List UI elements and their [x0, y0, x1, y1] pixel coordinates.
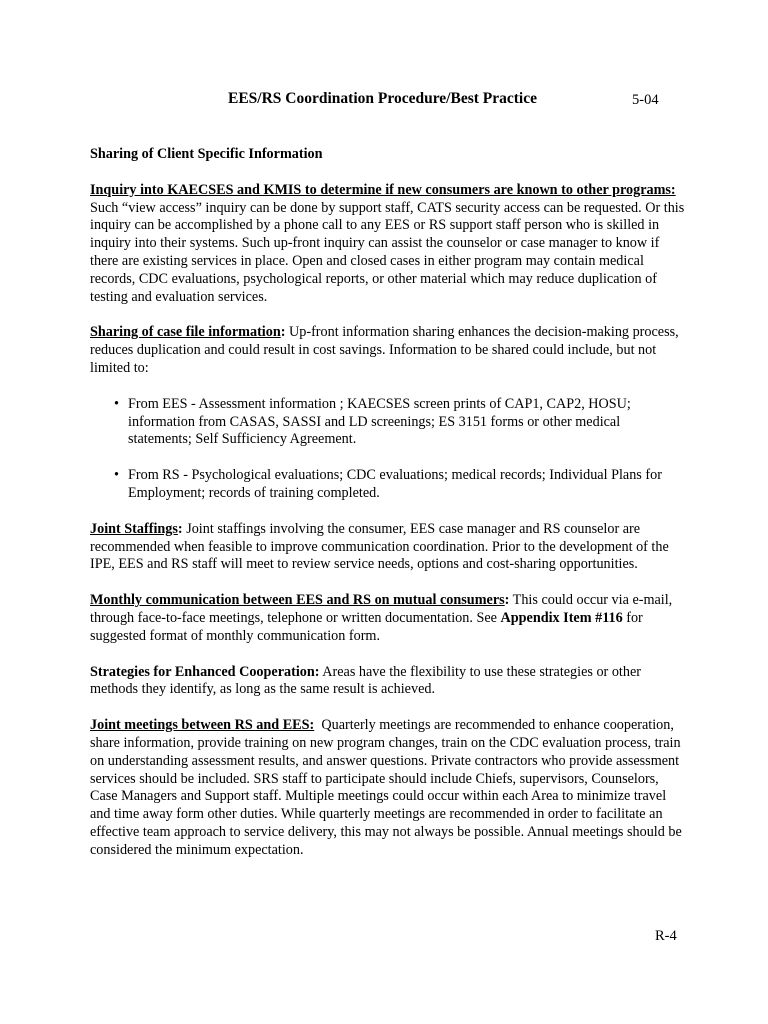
- text-inquiry: Such “view access” inquiry can be done by support staff, CATS security access can be requested. Or this inquiry can be accomplished by a phone call to any EES or RS support staff person who is skilled in inquiry into their systems. Such up-front inquiry can assist the counselor or case manager to know if there are existing services in place. Open and closed cases in either program may contain medical records, CDC evaluations, psychological reports, or other material which may reduce duplication of testing and evaluation services.: [90, 199, 685, 305]
- text-monthly-after: for suggested format of monthly communication form.: [90, 609, 643, 644]
- appendix-reference: Appendix Item #116: [500, 609, 623, 626]
- page-number: R-4: [655, 928, 677, 944]
- document-date: 5-04: [632, 92, 659, 108]
- paragraph-joint-staffings: [90, 521, 686, 574]
- paragraph-monthly: [90, 592, 686, 645]
- text-strategies: Areas have the flexibility to use these strategies or other methods they identify, as long as the same result is achieved.: [90, 663, 641, 698]
- text-case-file: Up-front information sharing enhances the decision-making process, reduces duplication and could result in cost savings. Information to be shared could include, but not limited to:: [90, 324, 679, 376]
- paragraph-case-file: [90, 324, 686, 377]
- heading-strategies: Strategies for Enhanced Cooperation:: [90, 663, 320, 680]
- bullet-icon: •: [114, 467, 119, 484]
- bullet-icon: •: [114, 395, 119, 412]
- list-item-text: From EES - Assessment information ; KAECSES screen prints of CAP1, CAP2, HOSU; information from CASAS, SASSI and LD screenings; ES 3151 forms or other medical statements; Self Sufficiency Agreement.: [128, 395, 631, 448]
- document-body: [90, 146, 686, 878]
- heading-joint-staffings-colon: :: [177, 520, 183, 537]
- heading-case-file-colon: :: [280, 324, 286, 341]
- heading-joint-meetings: Joint meetings between RS and EES:: [90, 717, 315, 734]
- heading-joint-staffings: Joint Staffings: [90, 520, 178, 537]
- text-monthly-before: This could occur via e-mail, through face-to-face meetings, telephone or written documentation. See: [90, 592, 673, 626]
- text-joint-staffings: Joint staffings involving the consumer, EES case manager and RS counselor are recommended when feasible to improve communication coordination. Prior to the development of the IPE, EES and RS staff will meet to review service needs, options and cost-sharing opportunities.: [90, 520, 669, 573]
- paragraph-inquiry: [90, 182, 686, 307]
- list-item: [90, 467, 686, 503]
- section-title: Sharing of Client Specific Information: [90, 146, 323, 162]
- heading-monthly: Monthly communication between EES and RS on mutual consumers: [90, 592, 505, 609]
- heading-case-file: Sharing of case file information: [90, 324, 281, 341]
- document-title: EES/RS Coordination Procedure/Best Practice: [228, 90, 537, 107]
- list-item-text: From RS - Psychological evaluations; CDC evaluations; medical records; Individual Plans for Employment; records of training completed.: [128, 467, 662, 501]
- info-bullet-list: [90, 396, 686, 503]
- text-joint-meetings: Quarterly meetings are recommended to enhance cooperation, share information, provide training on new program changes, train on the CDC evaluation process, train on understanding assessment results, and answer questions. Private contractors who provide assessment services should be included. SRS staff to participate should include Chiefs, supervisors, Counselors, Case Managers and Support staff. Multiple meetings could occur within each Area to minimize travel and time away form other duties. While quarterly meetings are recommended in order to facilitate an effective team approach to service delivery, this may not always be possible. Annual meetings should be considered the minimum expectation.: [90, 717, 682, 858]
- heading-inquiry: Inquiry into KAECSES and KMIS to determine if new consumers are known to other programs:: [90, 181, 676, 198]
- list-item: [90, 396, 686, 449]
- heading-monthly-colon: :: [504, 592, 510, 609]
- paragraph-joint-meetings: [90, 717, 686, 859]
- paragraph-strategies: [90, 664, 686, 700]
